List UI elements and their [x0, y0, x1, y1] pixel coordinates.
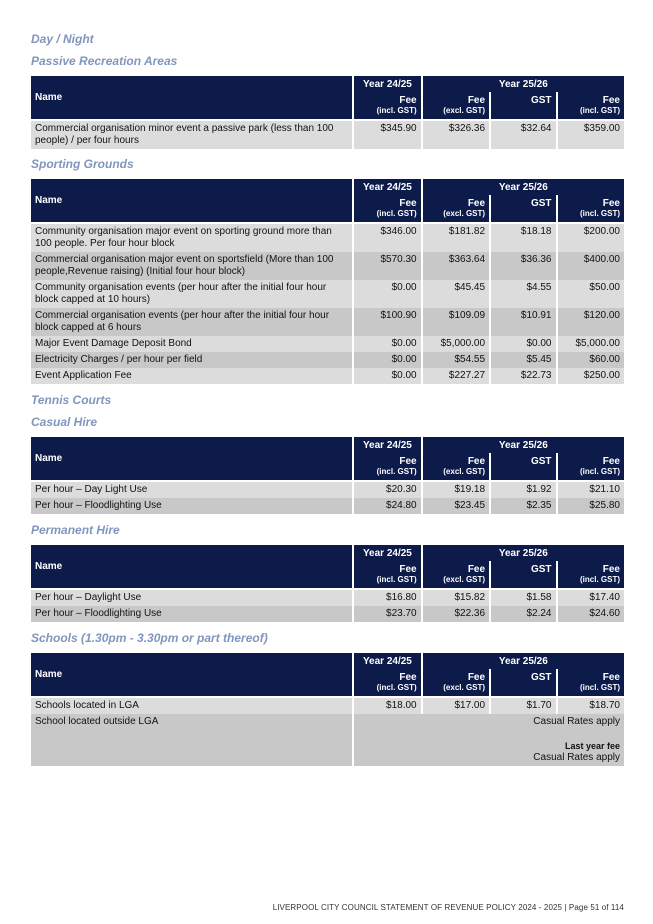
row-prev: $345.90: [354, 119, 420, 149]
row-excl: $326.36: [423, 119, 489, 149]
row-gst: $36.36: [491, 252, 555, 280]
col-year-prev: Year 24/25: [354, 179, 420, 195]
permanent-table-wrap: [31, 545, 626, 622]
sporting-table: [29, 179, 626, 384]
row-incl: $5,000.00: [558, 336, 625, 352]
col-blank: [491, 683, 555, 696]
row-incl: $24.60: [558, 606, 625, 622]
row-prev: $100.90: [354, 308, 420, 336]
row-name: Schools located in LGA: [31, 696, 352, 714]
col-gst: GST: [491, 669, 555, 683]
row-prev: $16.80: [354, 588, 420, 606]
spacer: [358, 728, 620, 740]
table-row: [31, 222, 624, 252]
row-gst: $1.58: [491, 588, 555, 606]
table-row: [31, 368, 624, 384]
table-row: [31, 336, 624, 352]
col-year-prev: Year 24/25: [354, 653, 420, 669]
col-fee: Fee: [558, 561, 625, 575]
section-sporting: Sporting Grounds: [31, 157, 134, 171]
row-prev: $0.00: [354, 352, 420, 368]
row-casual-rates: [354, 714, 624, 766]
col-incl: (incl. GST): [558, 683, 625, 696]
page-footer: LIVERPOOL CITY COUNCIL STATEMENT OF REVENUE POLICY 2024 - 2025 | Page 51 of 114: [272, 903, 624, 912]
row-name: Event Application Fee: [31, 368, 352, 384]
table-row: [31, 714, 624, 766]
col-name: Name: [31, 179, 352, 222]
table-row: [31, 308, 624, 336]
col-blank: [491, 467, 555, 480]
row-incl: $200.00: [558, 222, 625, 252]
col-year-prev: Year 24/25: [354, 76, 420, 92]
table-row: [31, 480, 624, 498]
col-fee: Fee: [354, 453, 420, 467]
col-blank: [491, 106, 555, 119]
row-excl: $363.64: [423, 252, 489, 280]
row-incl: $21.10: [558, 480, 625, 498]
passive-table: [29, 76, 626, 149]
col-name: Name: [31, 545, 352, 588]
row-name: Per hour – Floodlighting Use: [31, 606, 352, 622]
col-name: Name: [31, 653, 352, 696]
col-excl: (excl. GST): [423, 683, 489, 696]
row-excl: $227.27: [423, 368, 489, 384]
row-gst: $1.92: [491, 480, 555, 498]
table-row: [31, 588, 624, 606]
table-row: [31, 696, 624, 714]
row-gst: $22.73: [491, 368, 555, 384]
schools-table-wrap: [31, 653, 626, 766]
section-casual: Casual Hire: [31, 415, 98, 429]
col-incl: (incl. GST): [558, 106, 625, 119]
col-incl: (incl. GST): [354, 683, 420, 696]
row-name: Community organisation major event on sporting ground more than 100 people. Per four hour block: [31, 222, 352, 252]
row-gst: $4.55: [491, 280, 555, 308]
col-year-prev: Year 24/25: [354, 545, 420, 561]
row-excl: $17.00: [423, 696, 489, 714]
col-incl: (incl. GST): [558, 575, 625, 588]
section-permanent: Permanent Hire: [31, 523, 120, 537]
col-fee: Fee: [558, 453, 625, 467]
col-incl: (incl. GST): [354, 575, 420, 588]
row-excl: $15.82: [423, 588, 489, 606]
col-fee: Fee: [354, 195, 420, 209]
col-gst: GST: [491, 92, 555, 106]
row-name: School located outside LGA: [31, 714, 352, 766]
row-prev: $18.00: [354, 696, 420, 714]
row-gst: $2.35: [491, 498, 555, 514]
col-fee: Fee: [423, 92, 489, 106]
col-gst: GST: [491, 453, 555, 467]
row-name: Major Event Damage Deposit Bond: [31, 336, 352, 352]
casual-table-wrap: [31, 437, 626, 514]
col-year-curr: Year 25/26: [423, 437, 624, 453]
table-row: [31, 498, 624, 514]
row-incl: $50.00: [558, 280, 625, 308]
col-incl: (incl. GST): [558, 209, 625, 222]
row-excl: $5,000.00: [423, 336, 489, 352]
row-incl: $250.00: [558, 368, 625, 384]
row-name: Commercial organisation major event on sportsfield (More than 100 people,Revenue raising) (Initial four hour block): [31, 252, 352, 280]
table-row: [31, 280, 624, 308]
col-incl: (incl. GST): [354, 467, 420, 480]
row-incl: $359.00: [558, 119, 625, 149]
table-row: [31, 606, 624, 622]
row-prev: $346.00: [354, 222, 420, 252]
col-blank: [491, 575, 555, 588]
sporting-table-wrap: [31, 179, 626, 384]
passive-table-wrap: [31, 76, 626, 149]
section-schools: Schools (1.30pm - 3.30pm or part thereof): [31, 631, 268, 645]
col-fee: Fee: [558, 669, 625, 683]
row-prev: $570.30: [354, 252, 420, 280]
table-row: [31, 252, 624, 280]
row-excl: $54.55: [423, 352, 489, 368]
row-name: Commercial organisation events (per hour after the initial four hour block capped at 6 hours: [31, 308, 352, 336]
row-prev: $0.00: [354, 280, 420, 308]
row-incl: $120.00: [558, 308, 625, 336]
section-passive: Passive Recreation Areas: [31, 54, 178, 68]
row-incl: $18.70: [558, 696, 625, 714]
row-excl: $23.45: [423, 498, 489, 514]
col-incl: (incl. GST): [558, 467, 625, 480]
casual-rates-text: Casual Rates apply: [533, 716, 620, 727]
col-year-curr: Year 25/26: [423, 76, 624, 92]
col-fee: Fee: [558, 195, 625, 209]
row-incl: $400.00: [558, 252, 625, 280]
row-prev: $23.70: [354, 606, 420, 622]
col-year-curr: Year 25/26: [423, 545, 624, 561]
permanent-table: [29, 545, 626, 622]
col-year-prev: Year 24/25: [354, 437, 420, 453]
table-row: [31, 352, 624, 368]
row-gst: $32.64: [491, 119, 555, 149]
section-tennis: Tennis Courts: [31, 393, 112, 407]
row-incl: $17.40: [558, 588, 625, 606]
col-fee: Fee: [558, 92, 625, 106]
row-prev: $0.00: [354, 368, 420, 384]
col-blank: [491, 209, 555, 222]
col-fee: Fee: [423, 453, 489, 467]
last-year-value: Casual Rates apply: [533, 752, 620, 763]
table-row: [31, 119, 624, 149]
col-excl: (excl. GST): [423, 106, 489, 119]
schools-table: [29, 653, 626, 766]
last-year-label: Last year fee: [564, 741, 620, 751]
row-prev: $0.00: [354, 336, 420, 352]
row-incl: $60.00: [558, 352, 625, 368]
row-gst: $2.24: [491, 606, 555, 622]
section-day-night: Day / Night: [31, 32, 94, 46]
col-fee: Fee: [354, 561, 420, 575]
row-gst: $1.70: [491, 696, 555, 714]
row-gst: $0.00: [491, 336, 555, 352]
col-fee: Fee: [354, 92, 420, 106]
row-gst: $5.45: [491, 352, 555, 368]
row-name: Per hour – Floodlighting Use: [31, 498, 352, 514]
row-gst: $18.18: [491, 222, 555, 252]
row-excl: $45.45: [423, 280, 489, 308]
col-incl: (incl. GST): [354, 209, 420, 222]
col-fee: Fee: [354, 669, 420, 683]
casual-table: [29, 437, 626, 514]
col-fee: Fee: [423, 561, 489, 575]
row-excl: $19.18: [423, 480, 489, 498]
row-excl: $181.82: [423, 222, 489, 252]
col-incl: (incl. GST): [354, 106, 420, 119]
row-name: Per hour – Daylight Use: [31, 588, 352, 606]
col-fee: Fee: [423, 195, 489, 209]
col-gst: GST: [491, 195, 555, 209]
col-year-curr: Year 25/26: [423, 653, 624, 669]
row-prev: $20.30: [354, 480, 420, 498]
row-name: Commercial organisation minor event a passive park (less than 100 people) / per four hours: [31, 119, 352, 149]
row-prev: $24.80: [354, 498, 420, 514]
col-excl: (excl. GST): [423, 575, 489, 588]
col-excl: (excl. GST): [423, 467, 489, 480]
row-name: Electricity Charges / per hour per field: [31, 352, 352, 368]
row-incl: $25.80: [558, 498, 625, 514]
col-name: Name: [31, 437, 352, 480]
col-excl: (excl. GST): [423, 209, 489, 222]
col-name: Name: [31, 76, 352, 119]
row-name: Community organisation events (per hour after the initial four hour block capped at 10 hours): [31, 280, 352, 308]
row-gst: $10.91: [491, 308, 555, 336]
col-fee: Fee: [423, 669, 489, 683]
row-excl: $109.09: [423, 308, 489, 336]
col-year-curr: Year 25/26: [423, 179, 624, 195]
row-name: Per hour – Day Light Use: [31, 480, 352, 498]
row-excl: $22.36: [423, 606, 489, 622]
col-gst: GST: [491, 561, 555, 575]
